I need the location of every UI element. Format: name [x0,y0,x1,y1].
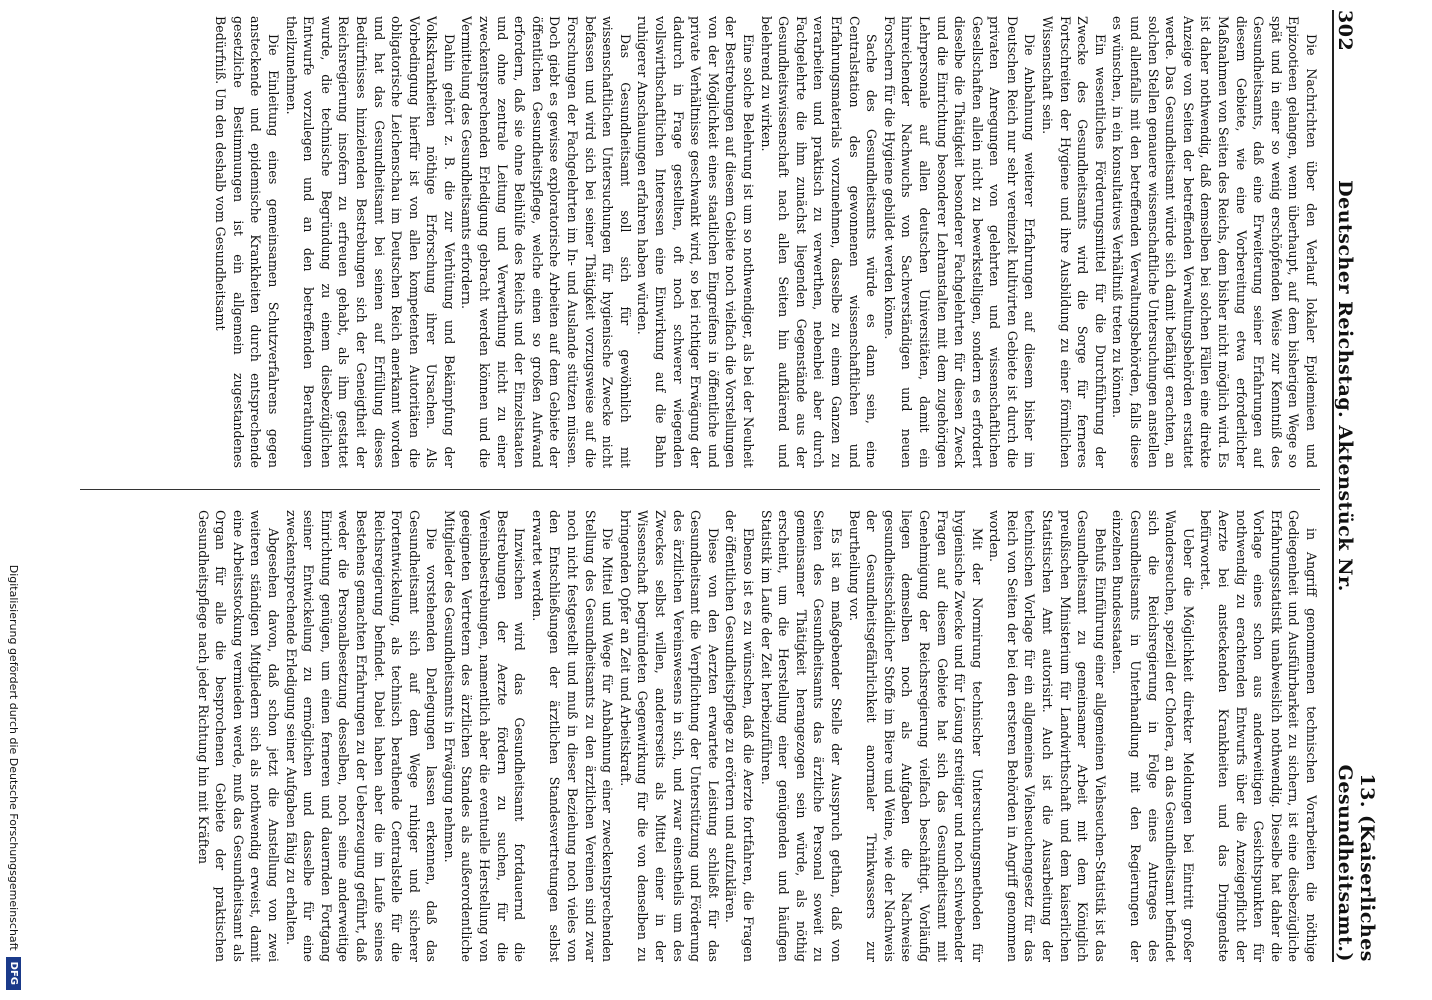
paragraph: Behufs Einführung einer allgemeinen Viehseuchen-Statistik ist das Gesundheitsamt zu gemeinsamer Arbeit mit dem Königlich preußischen Ministerium für Landwirthschaft und dem kaiserlichen Statistischen Amt autorisirt. Auch ist die Ausarbeitung der technischen Vorlage für ein allgemeines Viehseuchengesetz für das Reich von Seiten der bei den ersteren Behörden in Angriff genommen worden. [987,510,1108,962]
running-title: Deutscher Reichstag. Aktenstück Nr. [1334,180,1356,592]
paragraph: Die Einleitung eines gemeinsamen Schutzverfahrens gegen ansteckende und epidemische Krankheiten durch entsprechende gesetzliche Bestimmungen ist ein allgemein zugestandenes Bedürfniß. Um den deshalb vom Gesundheitsamt [213,16,281,468]
paragraph: Ein wesentliches Förderungsmittel für die Durchführung der Zwecke des Gesundheitsamts wird die Sorge für ferneres Fortschreiten der Hygiene und ihre Ausbildung zu einer förmlichen Wissenschaft sein. [1040,16,1108,468]
dfg-logo: DFG [7,957,22,990]
paragraph: Ebenso ist es zu wünschen, daß die Aerzte fortfahren, die Fragen der öffentlichen Gesundheitspflege zu erörtern und aufzuklären. [723,510,756,962]
left-column [80,16,1320,468]
paragraph: Diese von den Aerzten erwartete Leistung schließt für das Gesundheitsamt die Verpflichtung der Unterstützung und Förderung des ärztlichen Vereinswesens in sich, und zwar einestheils um des Zweckes selbst willen, andererseits als Mittel einer in der Wissenschaft begründeten Gegenwirkung für die von denselben zu bringenden Opfer an Zeit und Arbeitskraft. [617,510,721,962]
paragraph: Das Gesundheitsamt soll sich für gewöhnlich mit wissenschaftlichen Untersuchungen für hygienische Zwecke nicht befassen und wird sich bei seiner Thätigkeit vorzugsweise auf die Forschungen der Fachgelehrten im In- und Auslande stützen müssen. Doch giebt es gewisse exploratorische Arbeiten auf dem Gebiete der öffentlichen Gesundheitspflege, welche einen so großen Aufwand erfordern, daß sie ohne Beihülfe des Reichs und der Einzelstaaten und ohne zentrale Leitung und Verwerthung nicht zu einer zweckentsprechenden Erledigung gebracht werden können und die Vermittelung des Gesundheitsamts erfordern. [459,16,633,468]
paragraph: Sache des Gesundheitsamts würde es dann sein, eine Centralstation des gewonnenen wissenschaftlichen und Erfahrungsmaterials vorzunehmen, dasselbe zu einem Ganzen zu verarbeiten und praktisch zu verwerthen, nebenbei aber durch Fachgelehrte die ihm zunächst liegenden Gegenstände aus der Gesundheitswissenschaft nach allen Seiten hin aufklärend und belehrend zu wirken. [758,16,880,468]
column-divider [80,489,1320,490]
digitization-footer [0,0,28,1000]
paragraph: Es ist an maßgebender Stelle der Ausspruch gethan, daß von Seiten des Gesundheitsamts das ärztliche Personal soweit zu gemeinsamer Thätigkeit herangezogen sein würde, als nöthig erscheint, um die Herstellung einer genügenden und häufigen Statistik im Laufe der Zeit herbeizuführen. [758,510,844,962]
section-title: 13. (Kaiserliches Gesundheitsamt.) [1334,764,1378,962]
paragraph: Ueber die Möglichkeit direkter Meldungen bei Eintritt großer Wanderseuchen, speziell der Cholera, an das Gesundheitsamt befindet sich die Reichsregierung in Folge eines Antrages des Gesundheitsamts in Unterhandlung mit den Regierungen der einzelnen Bundesstaaten. [1110,510,1196,962]
text-columns [80,16,1320,962]
paragraph: Die Mittel und Wege für Anbahnung einer zweckentsprechenden Stellung des Gesundheitsamts zu den ärztlichen Vereinen sind zwar noch nicht festgestellt und muß in dieser Beziehung noch vieles von den Entschließungen der ärztlichen Standesvertretungen selbst erwartet werden. [529,510,616,962]
right-column [80,510,1320,962]
paragraph: Abgesehen davon, daß schon jetzt die Anstellung von zwei weiteren ständigen Mitgliedern sich als nothwendig erweist, damit eine Arbeitsstockung vermieden werde, muß das Gesundheitsamt als Organ für alle die besprochenen Gebiete der praktischen Gesundheitspflege nach jeder Richtung hin mit Kräften [195,510,281,962]
funding-note: Digitalisierung gefördert durch die Deutsche Forschungsgemeinschaft [7,564,21,951]
paragraph: Inzwischen wird das Gesundheitsamt fortdauernd die Bestrebungen der Aerzte fördern zu suchen, für die Vereinsbestrebungen, namentlich aber die eventuelle Herstellung von geeigneten Vertretern des ärztlichen Standes als außerordentliche Mitglieder des Gesundheitsamts in Erwägung nehmen. [441,510,528,962]
paragraph: Eine solche Belehrung ist um so nothwendiger, als bei der Neuheit der Bestrebungen auf diesem Gebiete noch vielfach die Vorstellungen von der Möglichkeit eines staatlichen Eingreifens in öffentliche und private Verhältnisse geschwankt wird, so bei richtiger Erwägung der dadurch in Frage gestellten, oft noch schwerer wiegenden vollswirthschaftlichen Interessen eine Einwirkung auf die Bahn ruhigerer Anschauungen erfahren haben würden. [635,16,756,468]
paragraph: Die Nachrichten über den Verlauf lokaler Epidemieen und Epizootieen gelangen, wenn überhaupt, auf dem bisherigen Wege so spät und in einer so wenig erschöpfenden Weise zur Kenntniß des Gesundheitsamts, daß eine Erweiterung seiner Erfahrungen auf diesem Gebiete, wie eine Vorbereitung etwa erforderlicher Maßnahmen von Seiten des Reichs, dem bisher nicht möglich wird. Es ist daher nothwendig, daß demselben bei solchen Fällen eine direkte Anzeige von Seiten der betreffenden Verwaltungsbehörden erstattet werde. Das Gesundheitsamt würde sich damit befähigt erachten, an solchen Stellen genauere wissenschaftliche Untersuchungen anstellen und allenfalls mit den betreffenden Verwaltungsbehörden, falls diese es wünschen, in ein konsultatives Verhältniß treten zu können. [1110,16,1319,468]
paragraph: Mit der Normirung technischer Untersuchungsmethoden für hygienische Zwecke und für Lösung streitiger und noch schwebender Fragen auf diesem Gebiete hat sich das Gesundheitsamt mit Genehmigung der Reichsregierung vielfach beschäftigt. Vorläufig liegen demselben noch als Aufgaben die Nachweise gesundheitsschädlicher Stoffe im Biere und Weine, wie der Nachweis der Gesundheitsgefährlichkeit anormaler Trinkwassers zur Beurtheilung vor. [846,510,985,962]
paragraph: Die vorstehenden Darlegungen lassen erkennen, daß das Gesundheitsamt sich auf dem Wege ruhiger und sicherer Fortentwickelung, als technisch berathende Centralstelle für die Reichsregierung befindet. Dabei haben aber die im Laufe seines Bestehens gemachten Erfahrungen zu der Ueberzeugung geführt, daß weder die Personalbesetzung desselben, noch seine anderweitige Einrichtung genügen, um einen ferneren und dauernden Fortgang seiner Entwickelung zu ermöglichen und dasselbe für eine zweckentsprechende Erledigung seiner Aufgaben fähig zu erhalten. [283,510,440,962]
paragraph: Dahin gehört z. B. die zur Verhütung und Bekämpfung der Volkskrankheiten nöthige Erforschung ihrer Ursachen. Als Vorbedingung hierfür ist von allen kompetenten Autoritäten die obligatorische Leichenschau im Deutschen Reich anerkannt worden und hat das Gesundheitsamt bei seinen auf Erfüllung dieses Bedürfnisses hinzielenden Bestrebungen sich der Geneigtheit der Reichsregierung insofern zu erfreuen gehabt, als ihm gestattet wurde, die technische Begründung zu einem diesbezüglichen Entwurfe vorzulegen und an den betreffenden Berathungen theilzunehmen. [283,16,457,468]
page-number: 302 [1334,10,1356,52]
paragraph: Die Anbahnung weiterer Erfahrungen auf diesem bisher im Deutschen Reich nur sehr vereinzelt kultivirten Gebiete ist durch die privaten Anregungen von gelehrten und wissenschaftlichen Gesellschaften allein nicht zu bewerkstelligen, sondern es erfordert dieselbe die Thätigkeit besonderer Fachgelehrten für diesen Zweck und die Einrichtung besonderer Lehranstalten mit dem zugehörigen Lehrpersonale auf allen deutschen Universitäten, damit ein hinreichender Nachwuchs von Sachverständigen und neuen Forschern für die Hygiene gebildet werden könne. [881,16,1038,468]
paragraph: in Angriff genommenen technischen Vorarbeiten die nöthige Gediegenheit und Ausführbarkeit zu sichern, ist eine diesbezügliche Erfahrungsstatistik unabweislich nothwendig. Dieselbe hat daher die Vorlage eines schon aus anderweitigen Gesichtspunkten für nothwendig zu erachtenden Entwurfs über die Anzeigepflicht der Aerzte bei ansteckenden Krankheiten und das Dringendste befürwortet. [1198,510,1319,962]
page-header [1332,10,1378,962]
